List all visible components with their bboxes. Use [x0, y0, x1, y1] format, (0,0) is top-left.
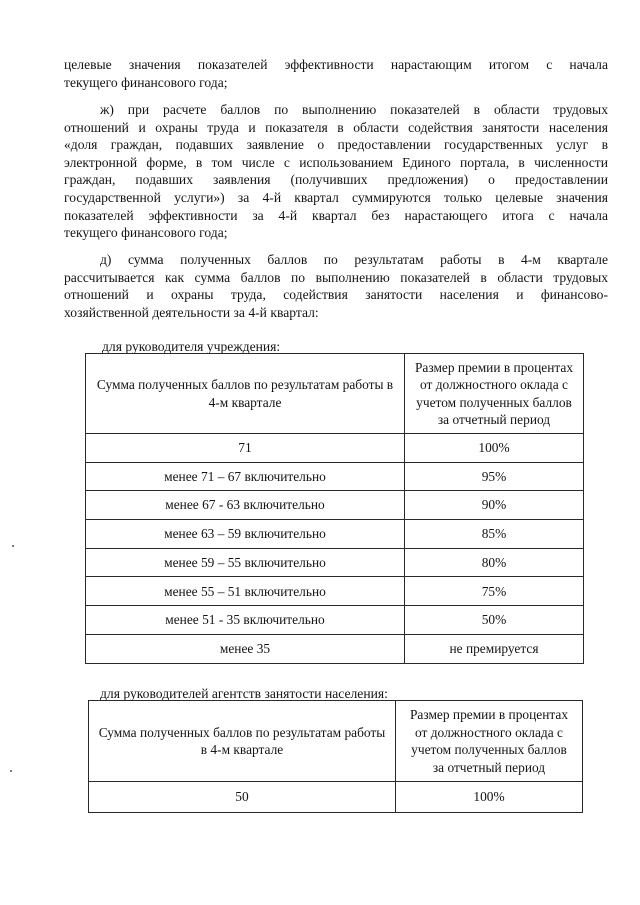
paragraph-3	[64, 251, 608, 321]
text-line: д) сумма полученных баллов по результатам работы в 4-м квартале	[100, 252, 608, 267]
table1-caption: для руководителя учреждения:	[102, 339, 281, 354]
table1-body	[86, 434, 584, 664]
table2-caption: для руководителей агентств занятости населения:	[100, 686, 388, 701]
bonus-cell: 75%	[405, 577, 584, 606]
bonus-table-director	[85, 353, 584, 664]
score-cell: менее 71 – 67 включительно	[86, 462, 405, 491]
text-line: хозяйственной деятельности за 4-й квартал:	[64, 304, 319, 320]
table-row	[86, 434, 584, 463]
score-cell: менее 51 - 35 включительно	[86, 606, 405, 635]
bonus-cell: 100%	[396, 782, 583, 813]
table-row	[86, 520, 584, 549]
table-row	[86, 491, 584, 520]
scan-mark	[10, 770, 12, 772]
header-score: Сумма полученных баллов по результатам работы в 4-м квартале	[89, 701, 396, 782]
table-header-row	[86, 354, 584, 434]
table-row	[86, 462, 584, 491]
table-row	[89, 782, 583, 813]
text-line: «доля граждан, подавших заявление о предоставлении государственных услуг в	[64, 137, 608, 153]
header-bonus: Размер премии в процентах от должностного оклада с учетом полученных баллов за отчетный период	[396, 701, 583, 782]
score-cell: 50	[89, 782, 396, 813]
bonus-cell: 85%	[405, 520, 584, 549]
text-line: целевые значения показателей эффективности нарастающим итогом с начала	[64, 57, 608, 72]
text-line: отношений и охраны труда и показателя в области содействия занятости населения	[64, 119, 608, 135]
score-cell: менее 59 – 55 включительно	[86, 548, 405, 577]
table2-body	[89, 782, 583, 813]
text-line: ж) при расчете баллов по выполнению показателей в области трудовых	[100, 102, 608, 117]
score-cell: менее 67 - 63 включительно	[86, 491, 405, 520]
text-line: государственной услуги») за 4-й квартал суммируются только целевые значения	[64, 189, 608, 205]
text-line: электронной форме, в том числе с использованием Единого портала, в численности	[64, 154, 608, 170]
text-line: граждан, подавших заявления (получивших предложения) о предоставлении	[64, 172, 608, 188]
paragraph-1	[64, 56, 608, 91]
table-row	[86, 548, 584, 577]
score-cell: менее 63 – 59 включительно	[86, 520, 405, 549]
table-row	[86, 606, 584, 635]
text-line: текущего финансового года;	[64, 225, 228, 241]
scan-mark	[12, 545, 14, 547]
text-line: отношений и охраны труда, содействия занятости населения и финансово-	[64, 287, 608, 303]
bonus-cell: 50%	[405, 606, 584, 635]
score-cell: менее 35	[86, 634, 405, 663]
paragraph-2	[64, 101, 608, 242]
header-bonus: Размер премии в процентах от должностного оклада с учетом полученных баллов за отчетный период	[405, 354, 584, 434]
table-row	[86, 577, 584, 606]
header-score: Сумма полученных баллов по результатам работы в 4-м квартале	[86, 354, 405, 434]
text-line: текущего финансового года;	[64, 74, 228, 90]
bonus-table-agency	[88, 700, 583, 813]
score-cell: менее 55 – 51 включительно	[86, 577, 405, 606]
score-cell: 71	[86, 434, 405, 463]
bonus-cell: 95%	[405, 462, 584, 491]
table-row	[86, 634, 584, 663]
bonus-cell: 80%	[405, 548, 584, 577]
bonus-cell: 90%	[405, 491, 584, 520]
bonus-cell: 100%	[405, 434, 584, 463]
table-header-row	[89, 701, 583, 782]
text-line: рассчитывается как сумма баллов по выполнению показателей в области трудовых	[64, 269, 608, 285]
text-line: показателей эффективности за 4-й квартал без нарастающего итога с начала	[64, 207, 608, 223]
bonus-cell: не премируется	[405, 634, 584, 663]
